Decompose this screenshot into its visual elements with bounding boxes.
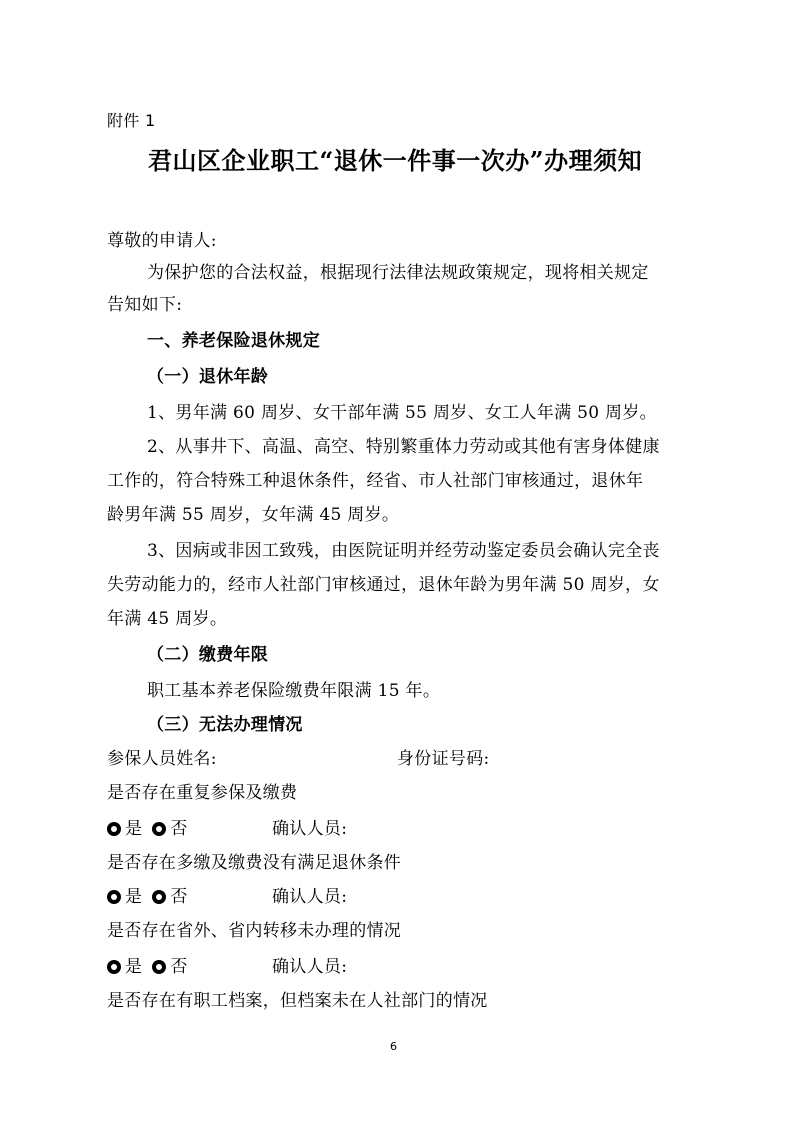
rule-item-2-line-1: 2、从事井下、高温、高空、特别繁重体力劳动或其他有害身体健康 [147,437,660,457]
option-yes-label: 是 [125,887,143,907]
radio-no-icon[interactable] [152,822,166,836]
confirmer-label-3: 确认人员: [272,957,348,977]
subsection-heading-ineligible-cases: （三）无法办理情况 [147,715,303,735]
question-archive-location: 是否存在有职工档案，但档案未在人社部门的情况 [107,991,488,1011]
question-overpayment: 是否存在多缴及缴费没有满足退休条件 [107,853,402,873]
radio-yes-icon[interactable] [107,890,121,904]
rule-item-2-line-2: 工作的，符合特殊工种退休条件，经省、市人社部门审核通过，退休年 [107,471,644,491]
page-number: 6 [390,1040,397,1053]
option-no-label: 否 [170,887,188,907]
page-title: 君山区企业职工“退休一件事一次办”办理须知 [148,146,643,175]
section-heading-1: 一、养老保险退休规定 [147,331,320,351]
contribution-years-text: 职工基本养老保险缴费年限满 15 年。 [147,681,441,701]
option-yes-label: 是 [125,819,143,839]
option-no-label: 否 [170,957,188,977]
subsection-heading-contribution-years: （二）缴费年限 [147,645,269,665]
answer-row-1 [107,818,188,840]
confirmer-label-2: 确认人员: [272,887,348,907]
radio-yes-icon[interactable] [107,960,121,974]
rule-item-1: 1、男年满 60 周岁、女干部年满 55 周岁、女工人年满 50 周岁。 [147,403,657,423]
rule-item-3-line-2: 失劳动能力的，经市人社部门审核通过，退休年龄为男年满 50 周岁，女 [107,575,660,595]
radio-no-icon[interactable] [152,890,166,904]
option-no-label: 否 [170,819,188,839]
id-number-label: 身份证号码: [397,749,490,769]
answer-row-3 [107,956,188,978]
intro-paragraph-line-2: 告知如下: [107,295,183,315]
confirmer-label-1: 确认人员: [272,819,348,839]
question-duplicate-insurance: 是否存在重复参保及缴费 [107,783,298,803]
question-transfer-pending: 是否存在省外、省内转移未办理的情况 [107,921,402,941]
option-yes-label: 是 [125,957,143,977]
insured-name-label: 参保人员姓名: [107,749,217,769]
rule-item-3-line-3: 年满 45 周岁。 [107,609,228,629]
intro-paragraph-line-1: 为保护您的合法权益，根据现行法律法规政策规定，现将相关规定 [147,263,649,283]
salutation: 尊敬的申请人: [107,231,217,251]
radio-yes-icon[interactable] [107,822,121,836]
attachment-label: 附件 1 [107,111,156,130]
rule-item-3-line-1: 3、因病或非因工致残，由医院证明并经劳动鉴定委员会确认完全丧 [147,541,660,561]
rule-item-2-line-3: 龄男年满 55 周岁，女年满 45 周岁。 [107,505,400,525]
subsection-heading-retirement-age: （一）退休年龄 [147,367,269,387]
answer-row-2 [107,886,188,908]
radio-no-icon[interactable] [152,960,166,974]
